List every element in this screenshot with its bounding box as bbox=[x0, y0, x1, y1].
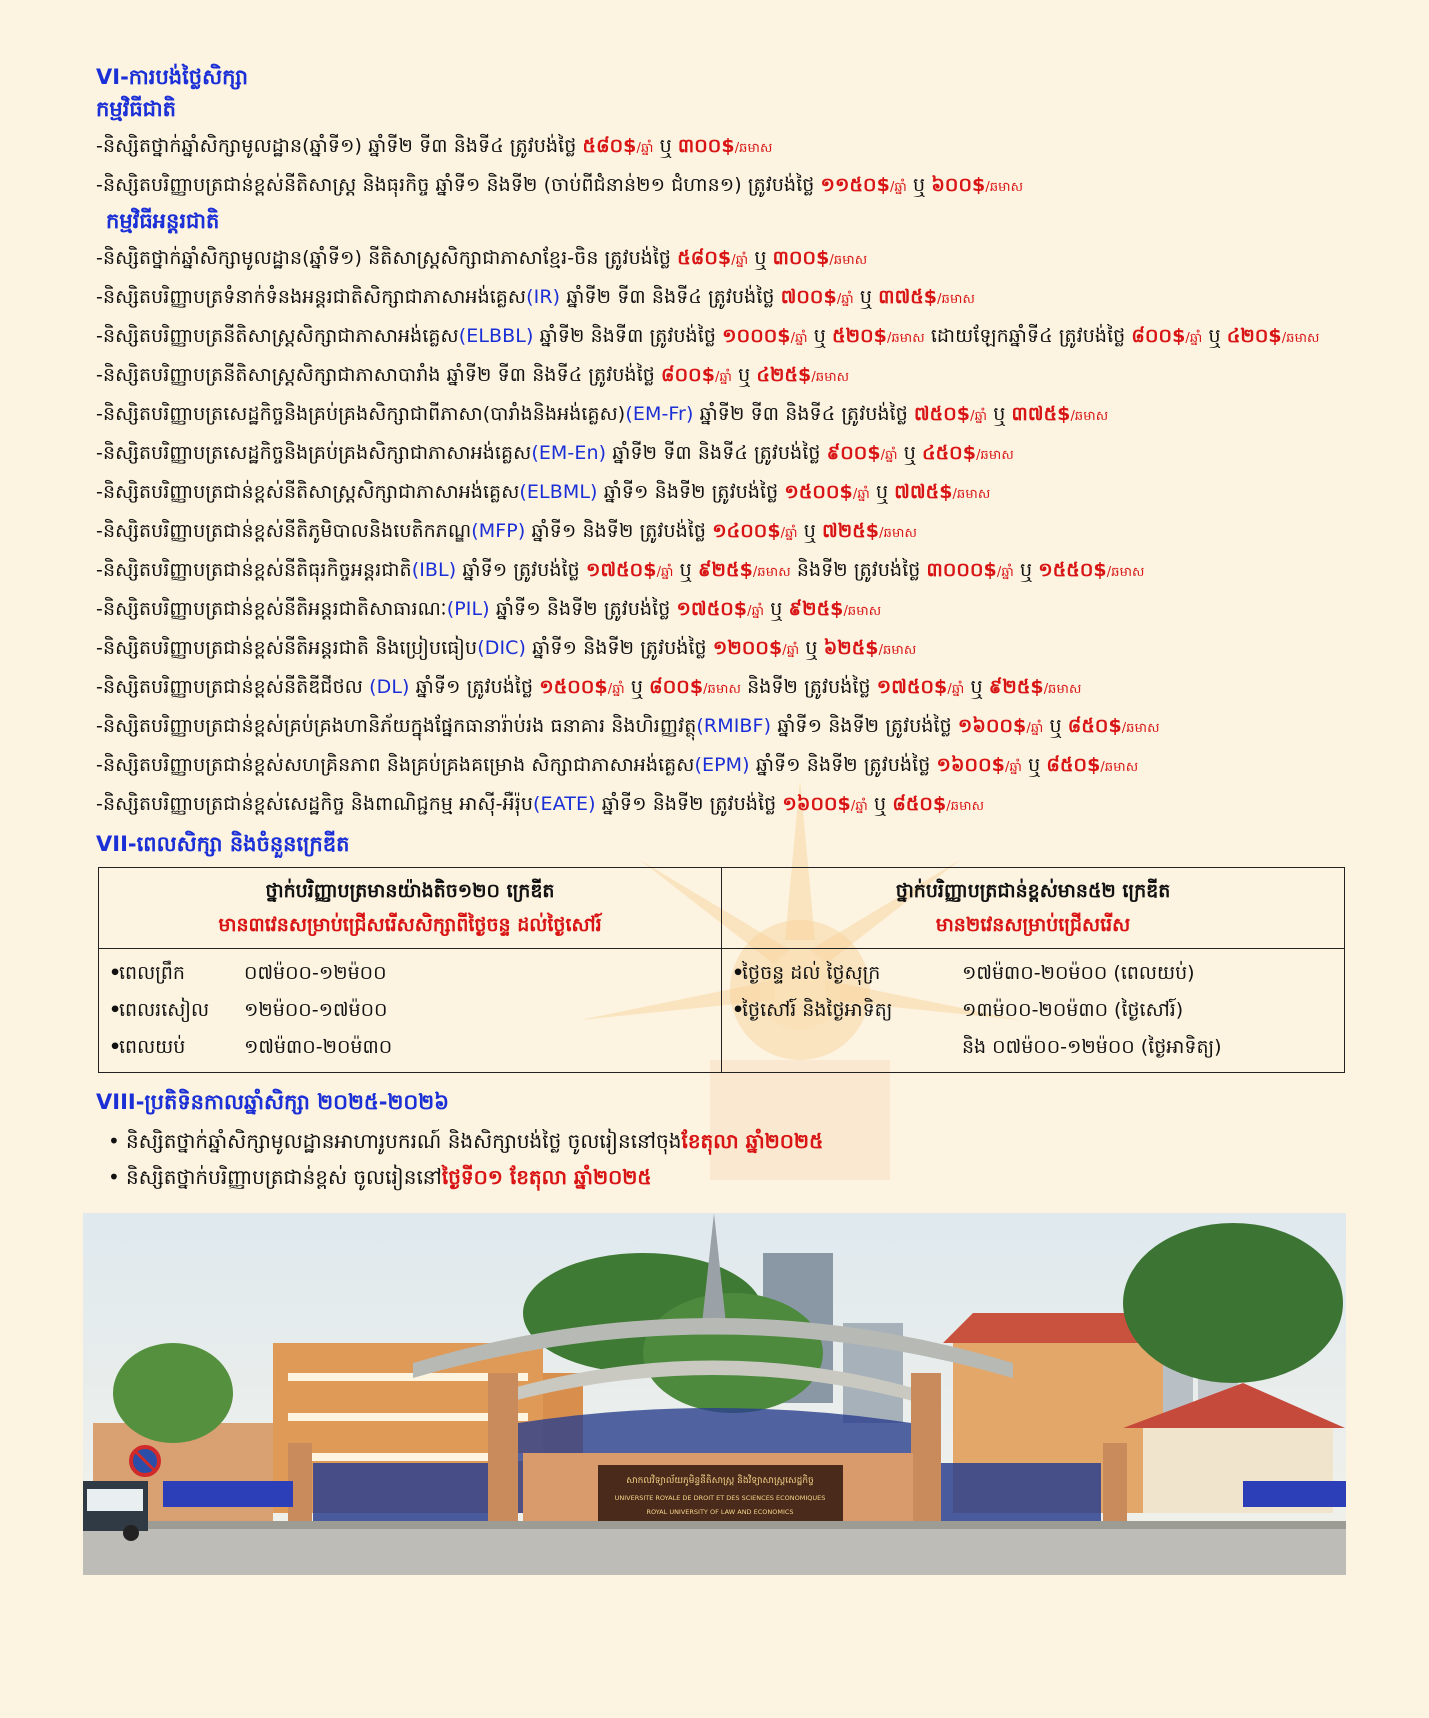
fee-description-tail: ឆ្នាំទី២ និងទី៣ ត្រូវបង់ថ្លៃ bbox=[533, 325, 723, 347]
program-code: (RMIBF) bbox=[696, 715, 772, 737]
annual-fee-2: ៣០០០$ bbox=[926, 559, 997, 581]
time-slot bbox=[732, 992, 1334, 1029]
fee-row bbox=[96, 128, 1346, 167]
bachelor-slots-cell bbox=[99, 949, 722, 1073]
program-code: (ELBML) bbox=[519, 481, 598, 503]
fee-row bbox=[96, 786, 1346, 825]
per-year-unit: /ឆ្នាំ bbox=[780, 526, 798, 541]
or-word: ឬ bbox=[897, 442, 923, 464]
per-year-unit: /ឆ្នាំ bbox=[836, 292, 854, 307]
fee-description-tail: ឆ្នាំទី១ ត្រូវបង់ថ្លៃ bbox=[456, 559, 586, 581]
per-year-unit: /ឆ្នាំ bbox=[880, 448, 898, 463]
fee-row bbox=[96, 357, 1346, 396]
annual-fee: ៧០០$ bbox=[780, 286, 837, 308]
semester-fee: ៧២៥$ bbox=[822, 520, 880, 542]
per-semester-unit: /ឆមាស bbox=[843, 604, 882, 619]
fee-row bbox=[96, 474, 1346, 513]
annual-fee: ១៤០០$ bbox=[712, 520, 781, 542]
annual-fee: ៧៥០$ bbox=[914, 403, 971, 425]
sign-english-text: ROYAL UNIVERSITY OF LAW AND ECONOMICS bbox=[646, 1508, 794, 1516]
slot-label: ថ្ងៃសៅរ៍ និងថ្ងៃអាទិត្យ bbox=[742, 999, 893, 1021]
or-word: ឬ bbox=[748, 247, 773, 269]
fee-description: -និស្សិតបរិញ្ញាបត្រទំនាក់ទំនងអន្តរជាតិសិក្សាជាភាសាអង់គ្លេស bbox=[96, 286, 527, 308]
section-7-title: VII-ពេលសិក្សា និងចំនួនក្រេឌីត bbox=[96, 832, 350, 856]
semester-fee: ៨០០$ bbox=[649, 676, 704, 698]
fee-row bbox=[96, 552, 1346, 591]
annual-fee: ១០០០$ bbox=[722, 325, 791, 347]
per-semester-unit: /ឆមាស bbox=[1281, 331, 1320, 346]
program-code: (EATE) bbox=[533, 793, 596, 815]
fee-description: -និស្សិតបរិញ្ញាបត្រជាន់ខ្ពស់សហគ្រិនភាព និងគ្រប់គ្រងគម្រោង សិក្សាជាភាសាអង់គ្លេស bbox=[96, 754, 695, 776]
annual-fee: ១៥០០$ bbox=[539, 676, 608, 698]
per-year-unit: /ឆ្នាំ bbox=[970, 409, 988, 424]
per-semester-unit: /ឆមាស bbox=[937, 292, 975, 307]
or-word: ឬ bbox=[624, 676, 650, 698]
time-slot bbox=[109, 955, 711, 992]
or-word: ឬ bbox=[987, 403, 1012, 425]
or-word: ឬ bbox=[1013, 559, 1039, 581]
per-semester-unit: /ឆមាស bbox=[946, 799, 985, 814]
time-slot bbox=[732, 1029, 1334, 1066]
per-year-unit: /ឆ្នាំ bbox=[996, 565, 1014, 580]
annual-fee: ១៥០០$ bbox=[784, 481, 853, 503]
fee-description: -និស្សិតបរិញ្ញាបត្រជាន់ខ្ពស់សេដ្ឋកិច្ច និងពាណិជ្ជកម្ម អាស៊ី-អឺរ៉ុប bbox=[96, 793, 534, 815]
slot-time: ០៧ម៉០០-១២ម៉០០ bbox=[244, 962, 387, 984]
international-program-heading: កម្មវិធីអន្តរជាតិ bbox=[106, 209, 220, 233]
annual-fee-2: ៨០០$ bbox=[1131, 325, 1186, 347]
semester-fee: ៩២៥$ bbox=[788, 598, 844, 620]
per-year-unit: /ឆ្នាំ bbox=[947, 682, 965, 697]
fee-row bbox=[96, 318, 1346, 357]
per-year-unit: /ឆ្នាំ bbox=[607, 682, 625, 697]
program-code: (EM-En) bbox=[531, 442, 607, 464]
fee-row bbox=[96, 708, 1346, 747]
bachelor-credit-heading: ថ្នាក់បរិញ្ញាបត្រមានយ៉ាងតិច១២០ ក្រេឌីត bbox=[265, 880, 555, 902]
or-word: ឬ bbox=[732, 364, 757, 386]
semester-fee-2: ៩២៥$ bbox=[988, 676, 1044, 698]
fee-description-tail: ឆ្នាំទី១ ត្រូវបង់ថ្លៃ bbox=[409, 676, 540, 698]
calendar-date: ថ្ងៃទី០១ ខែតុលា ឆ្នាំ២០២៥ bbox=[441, 1165, 652, 1189]
or-word: ឬ bbox=[853, 286, 879, 308]
per-semester-unit: /ឆមាស bbox=[878, 643, 917, 658]
fee-description: -និស្សិតបរិញ្ញាបត្រជាន់ខ្ពស់នីតិសាស្ត្រ និងធុរកិច្ច ឆ្នាំទី១ និងទី២ (ចាប់ពីជំនាន់២១ ជំហាន១) ត្រូវបង់ថ្លៃ bbox=[96, 174, 821, 196]
time-slot bbox=[109, 1029, 711, 1066]
international-fee-list bbox=[96, 240, 1346, 825]
semester-fee: ៦២៥$ bbox=[823, 637, 879, 659]
program-code: (DIC) bbox=[477, 637, 527, 659]
slot-time: ១៧ម៉៣០-២០ម៉០០ (ពេលយប់) bbox=[962, 962, 1195, 984]
calendar-list bbox=[96, 1123, 1346, 1195]
semester-fee: ៨៥០$ bbox=[1067, 715, 1122, 737]
per-semester-unit: /ឆមាស bbox=[886, 331, 925, 346]
per-semester-unit: /ឆមាស bbox=[985, 180, 1024, 195]
fee-row bbox=[96, 167, 1346, 206]
per-semester-unit: /ឆមាស bbox=[1121, 721, 1160, 736]
time-slot bbox=[109, 992, 711, 1029]
fee-description: -និស្សិតបរិញ្ញាបត្រជាន់ខ្ពស់នីតិឌីជីថល bbox=[96, 676, 370, 698]
bullet-icon: • bbox=[109, 999, 122, 1021]
program-code: (IR) bbox=[526, 286, 561, 308]
fee-description-tail: ឆ្នាំទី១ និងទី២ ត្រូវបង់ថ្លៃ bbox=[749, 754, 937, 776]
fee-description: -និស្សិតថ្នាក់ឆ្នាំសិក្សាមូលដ្ឋាន(ឆ្នាំទី១) នីតិសាស្ត្រសិក្សាជាភាសាខ្មែរ-ចិន ត្រូវបង់ថ្លៃ bbox=[96, 247, 678, 269]
per-semester-unit: /ឆមាស bbox=[703, 682, 741, 697]
per-semester-unit: /ឆមាស bbox=[1043, 682, 1082, 697]
annual-fee: ៥៨០$ bbox=[582, 135, 637, 157]
semester-fee-2: ១៥៥០$ bbox=[1038, 559, 1107, 581]
fee-description-tail: ឆ្នាំទី១ និងទី២ ត្រូវបង់ថ្លៃ bbox=[595, 793, 783, 815]
semester-fee: ៦០០$ bbox=[931, 174, 986, 196]
or-word: ឬ bbox=[867, 793, 893, 815]
program-code: (EPM) bbox=[694, 754, 750, 776]
fee-row bbox=[96, 240, 1346, 279]
fee-row bbox=[96, 396, 1346, 435]
per-year-unit: /ឆ្នាំ bbox=[850, 799, 868, 814]
campus-gate-photo bbox=[83, 1213, 1346, 1575]
annual-fee: ១២០០$ bbox=[712, 637, 783, 659]
section-8-title: VIII-ប្រតិទិនកាលឆ្នាំសិក្សា ២០២៥-២០២៦ bbox=[96, 1090, 449, 1114]
annual-fee: ១៧៥០$ bbox=[676, 598, 748, 620]
annual-fee: ៨០០$ bbox=[661, 364, 716, 386]
annual-fee: ៩០០$ bbox=[826, 442, 881, 464]
fee-description: -និស្សិតបរិញ្ញាបត្រជាន់ខ្ពស់នីតិភូមិបាលនិងបេតិកភណ្ឌ bbox=[96, 520, 472, 542]
slot-label: ពេលយប់ bbox=[119, 1036, 186, 1058]
bullet-icon: • bbox=[732, 962, 745, 984]
fee-description: -និស្សិតបរិញ្ញាបត្រនីតិសាស្ត្រសិក្សាជាភាសាបារាំង ឆ្នាំទី២ ទី៣ និងទី៤ ត្រូវបង់ថ្លៃ bbox=[96, 364, 662, 386]
fee-description: -និស្សិតបរិញ្ញាបត្រជាន់ខ្ពស់នីតិអន្តរជាតិសាធារណៈ bbox=[96, 598, 447, 620]
bachelor-shift-note: មាន៣វេនសម្រាប់ជ្រើសរើសសិក្សាពីថ្ងៃចន្ទ ដល់ថ្ងៃសៅរ៍ bbox=[218, 914, 602, 936]
bullet-icon: • bbox=[732, 999, 745, 1021]
program-code: (EM-Fr) bbox=[625, 403, 694, 425]
bullet-icon: • bbox=[109, 962, 122, 984]
per-semester-unit: /ឆមាស bbox=[1070, 409, 1109, 424]
fee-description-tail: ឆ្នាំទី១ និងទី២ ត្រូវបង់ថ្លៃ bbox=[771, 715, 958, 737]
annual-fee: ៥៨០$ bbox=[677, 247, 732, 269]
slot-label: ពេលរសៀល bbox=[119, 999, 210, 1021]
per-semester-unit: /ឆមាស bbox=[1100, 760, 1139, 775]
per-semester-unit: /ឆមាស bbox=[811, 370, 850, 385]
fee-description-tail: ឆ្នាំទី២ ទី៣ និងទី៤ ត្រូវបង់ថ្លៃ bbox=[560, 286, 781, 308]
per-year-unit: /ឆ្នាំ bbox=[889, 180, 907, 195]
fee-row bbox=[96, 630, 1346, 669]
study-schedule-table bbox=[98, 867, 1345, 1073]
semester-fee: ៥២០$ bbox=[832, 325, 887, 347]
bachelor-column-header bbox=[99, 868, 722, 949]
annual-fee: ១៦០០$ bbox=[936, 754, 1005, 776]
national-program-heading: កម្មវិធីជាតិ bbox=[96, 97, 176, 121]
sign-khmer-text: សាកលវិទ្យាល័យភូមិន្ទនីតិសាស្ត្រ និងវិទ្យាសាស្ត្រសេដ្ឋកិច្ច bbox=[626, 1476, 814, 1486]
or-word: ឬ bbox=[869, 481, 895, 503]
or-word: ឬ bbox=[799, 637, 824, 659]
per-semester-unit: /ឆមាស bbox=[829, 253, 868, 268]
or-word: ឬ bbox=[906, 174, 932, 196]
annual-fee: ១៧៥០$ bbox=[585, 559, 657, 581]
per-year-unit: /ឆ្នាំ bbox=[1004, 760, 1022, 775]
slot-time: ១២ម៉០០-១៧ម៉០០ bbox=[244, 999, 388, 1021]
program-code: (IBL) bbox=[411, 559, 457, 581]
calendar-date: ខែតុលា ឆ្នាំ២០២៥ bbox=[681, 1129, 824, 1153]
per-year-unit: /ឆ្នាំ bbox=[656, 565, 674, 580]
section-6-title: VI-ការបង់ថ្លៃសិក្សា bbox=[96, 65, 249, 89]
fee-description: -និស្សិតបរិញ្ញាបត្រសេដ្ឋកិច្ចនិងគ្រប់គ្រងសិក្សាជាភាសាអង់គ្លេស bbox=[96, 442, 532, 464]
semester-fee: ៤៥០$ bbox=[922, 442, 977, 464]
fee-row bbox=[96, 279, 1346, 318]
per-semester-unit: /ឆមាស bbox=[952, 487, 991, 502]
or-word: ឬ bbox=[807, 325, 833, 347]
master-column-header bbox=[722, 868, 1345, 949]
calendar-text: និស្សិតថ្នាក់បរិញ្ញាបត្រជាន់ខ្ពស់ ចូលរៀននៅ bbox=[126, 1165, 442, 1189]
fee-description: -និស្សិតបរិញ្ញាបត្រជាន់ខ្ពស់នីតិធុរកិច្ចអន្តរជាតិ bbox=[96, 559, 412, 581]
annual-fee: ១១៥០$ bbox=[820, 174, 890, 196]
per-year-unit: /ឆ្នាំ bbox=[782, 643, 800, 658]
fee-description-tail: ឆ្នាំទី១ និងទី២ ត្រូវបង់ថ្លៃ bbox=[525, 520, 713, 542]
fee-description-tail: ឆ្នាំទី២ ទី៣ និងទី៤ ត្រូវបង់ថ្លៃ bbox=[693, 403, 914, 425]
or-word: ឬ bbox=[964, 676, 989, 698]
bullet-icon: • bbox=[109, 1036, 122, 1058]
sign-french-text: UNIVERSITE ROYALE DE DROIT ET DES SCIENCES ECONOMIQUES bbox=[614, 1494, 826, 1502]
annual-fee: ១៦០០$ bbox=[957, 715, 1027, 737]
or-word: ឬ bbox=[1021, 754, 1047, 776]
or-word: ឬ bbox=[764, 598, 789, 620]
per-semester-unit: /ឆមាស bbox=[734, 141, 773, 156]
master-credit-heading: ថ្នាក់បរិញ្ញាបត្រជាន់ខ្ពស់មាន៥២ ក្រេឌីត bbox=[895, 880, 1171, 902]
or-word: ឬ bbox=[797, 520, 823, 542]
slot-label: ថ្ងៃចន្ទ ដល់ ថ្ងៃសុក្រ bbox=[742, 962, 881, 984]
or-word: ឬ bbox=[1202, 325, 1227, 347]
per-semester-unit: /ឆមាស bbox=[879, 526, 917, 541]
per-semester-unit: /ឆមាស bbox=[976, 448, 1014, 463]
or-word: ឬ bbox=[673, 559, 698, 581]
fee-description-tail: ឆ្នាំទី២ ទី៣ និងទី៤ ត្រូវបង់ថ្លៃ bbox=[606, 442, 827, 464]
fee-extra-description: និងទី២ ត្រូវបង់ថ្លៃ bbox=[740, 676, 877, 698]
fee-description: -និស្សិតថ្នាក់ឆ្នាំសិក្សាមូលដ្ឋាន(ឆ្នាំទី១) ឆ្នាំទី២ ទី៣ និងទី៤ ត្រូវបង់ថ្លៃ bbox=[96, 135, 583, 157]
fee-extra-description: និងទី២ ត្រូវបង់ថ្លៃ bbox=[790, 559, 927, 581]
fee-row bbox=[96, 513, 1346, 552]
semester-fee: ៣៧៥$ bbox=[1011, 403, 1071, 425]
semester-fee: ៨៥០$ bbox=[1046, 754, 1101, 776]
or-word: ឬ bbox=[1043, 715, 1068, 737]
per-year-unit: /ឆ្នាំ bbox=[1185, 331, 1203, 346]
fee-row bbox=[96, 435, 1346, 474]
fee-description: -និស្សិតបរិញ្ញាបត្រនីតិសាស្ត្រសិក្សាជាភាសាអង់គ្លេស bbox=[96, 325, 459, 347]
slot-time: ១៧ម៉៣០-២០ម៉៣០ bbox=[244, 1036, 393, 1058]
semester-fee: ៩២៥$ bbox=[697, 559, 753, 581]
fee-description: -និស្សិតបរិញ្ញាបត្រជាន់ខ្ពស់នីតិអន្តរជាតិ និងប្រៀបធៀប bbox=[96, 637, 478, 659]
per-semester-unit: /ឆមាស bbox=[1106, 565, 1145, 580]
slot-time: ១៣ម៉០០-២០ម៉៣០ (ថ្ងៃសៅរ៍) bbox=[962, 999, 1184, 1021]
fee-description: -និស្សិតបរិញ្ញាបត្រសេដ្ឋកិច្ចនិងគ្រប់គ្រងសិក្សាជាពីភាសា(បារាំងនិងអង់គ្លេស) bbox=[96, 403, 626, 425]
annual-fee-2: ១៧៥០$ bbox=[876, 676, 948, 698]
fee-document bbox=[96, 62, 1346, 1195]
per-year-unit: /ឆ្នាំ bbox=[747, 604, 765, 619]
semester-fee: ៣០០$ bbox=[677, 135, 735, 157]
per-year-unit: /ឆ្នាំ bbox=[790, 331, 808, 346]
program-code: (DL) bbox=[369, 676, 410, 698]
master-shift-note: មាន២វេនសម្រាប់ជ្រើសរើស bbox=[935, 914, 1131, 936]
per-semester-unit: /ឆមាស bbox=[752, 565, 791, 580]
semester-fee: ៣៧៥$ bbox=[878, 286, 938, 308]
fee-description-tail: ឆ្នាំទី១ និងទី២ ត្រូវបង់ថ្លៃ bbox=[526, 637, 713, 659]
fee-description: -និស្សិតបរិញ្ញាបត្រជាន់ខ្ពស់គ្រប់គ្រងហានិភ័យក្នុងផ្នែកធានារ៉ាប់រង ធនាគារ និងហិរញ្ញវត្ថុ bbox=[96, 715, 697, 737]
fee-row bbox=[96, 669, 1346, 708]
fee-description: -និស្សិតបរិញ្ញាបត្រជាន់ខ្ពស់នីតិសាស្ត្រសិក្សាជាភាសាអង់គ្លេស bbox=[96, 481, 520, 503]
per-year-unit: /ឆ្នាំ bbox=[636, 141, 654, 156]
per-year-unit: /ឆ្នាំ bbox=[1026, 721, 1044, 736]
fee-row bbox=[96, 747, 1346, 786]
slot-label: ពេលព្រឹក bbox=[119, 962, 185, 984]
semester-fee: ៧៧៥$ bbox=[894, 481, 953, 503]
semester-fee: ៨៥០$ bbox=[892, 793, 947, 815]
semester-fee: ៣០០$ bbox=[772, 247, 830, 269]
program-code: (ELBBL) bbox=[458, 325, 534, 347]
national-fee-list bbox=[96, 128, 1346, 206]
program-code: (MFP) bbox=[471, 520, 526, 542]
calendar-item bbox=[96, 1123, 1346, 1159]
fee-extra-description: ដោយឡែកឆ្នាំទី៤ ត្រូវបង់ថ្លៃ bbox=[924, 325, 1132, 347]
per-year-unit: /ឆ្នាំ bbox=[731, 253, 749, 268]
calendar-text: និស្សិតថ្នាក់ឆ្នាំសិក្សាមូលដ្ឋានអាហារូបករណ៍ និងសិក្សាបង់ថ្លៃ ចូលរៀននៅចុង bbox=[126, 1129, 682, 1153]
time-slot bbox=[732, 955, 1334, 992]
slot-time: និង ០៧ម៉០០-១២ម៉០០ (ថ្ងៃអាទិត្យ) bbox=[962, 1036, 1222, 1058]
calendar-item bbox=[96, 1159, 1346, 1195]
fee-description-tail: ឆ្នាំទី១ និងទី២ ត្រូវបង់ថ្លៃ bbox=[489, 598, 677, 620]
program-code: (PIL) bbox=[446, 598, 490, 620]
semester-fee: ៤២៥$ bbox=[756, 364, 812, 386]
master-slots-cell bbox=[722, 949, 1345, 1073]
fee-description-tail: ឆ្នាំទី១ និងទី២ ត្រូវបង់ថ្លៃ bbox=[597, 481, 785, 503]
per-year-unit: /ឆ្នាំ bbox=[715, 370, 732, 385]
per-year-unit: /ឆ្នាំ bbox=[852, 487, 870, 502]
annual-fee: ១៦០០$ bbox=[782, 793, 851, 815]
semester-fee-2: ៤២០$ bbox=[1226, 325, 1282, 347]
fee-row bbox=[96, 591, 1346, 630]
or-word: ឬ bbox=[653, 135, 678, 157]
